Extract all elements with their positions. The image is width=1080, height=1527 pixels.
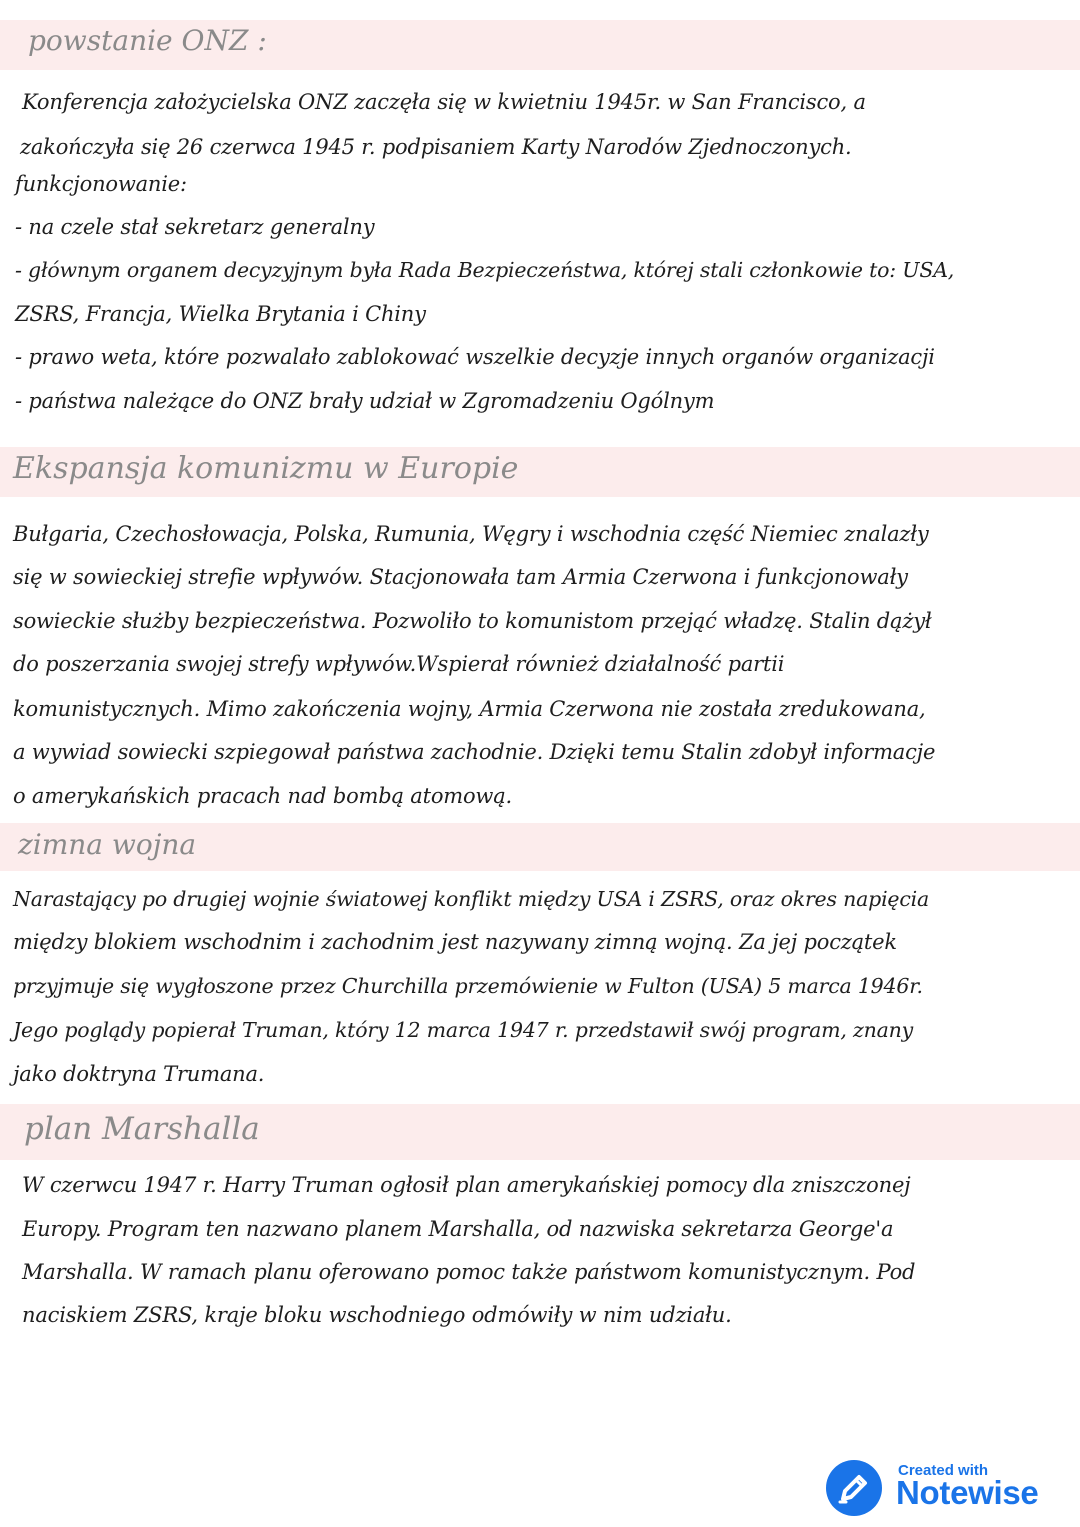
section-heading-zimna-wojna: zimna wojna bbox=[18, 828, 197, 861]
notewise-logo bbox=[826, 1458, 1060, 1518]
pencil-icon bbox=[826, 1460, 882, 1516]
body-line: przyjmuje się wygłoszone przez Churchilla przemówienie w Fulton (USA) 5 marca 1946r. bbox=[13, 974, 923, 998]
body-line: Narastający po drugiej wojnie światowej konflikt między USA i ZSRS, oraz okres napięcia bbox=[13, 887, 930, 911]
body-line: o amerykańskich pracach nad bombą atomową. bbox=[13, 784, 513, 808]
section-heading-ekspansja: Ekspansja komunizmu w Europie bbox=[13, 451, 519, 486]
body-line: funkcjonowanie: bbox=[15, 172, 187, 196]
notewise-wordmark: Notewise bbox=[896, 1474, 1039, 1511]
body-line: sowieckie służby bezpieczeństwa. Pozwoliło to komunistom przejąć władzę. Stalin dążył bbox=[13, 609, 932, 633]
body-line: Konferencja założycielska ONZ zaczęła się w kwietniu 1945r. w San Francisco, a bbox=[22, 90, 866, 114]
body-line: się w sowieckiej strefie wpływów. Stacjonowała tam Armia Czerwona i funkcjonowały bbox=[13, 565, 908, 589]
body-line: Europy. Program ten nazwano planem Marshalla, od nazwiska sekretarza George'a bbox=[22, 1217, 894, 1241]
body-line: Marshalla. W ramach planu oferowano pomoc także państwom komunistycznym. Pod bbox=[22, 1260, 916, 1284]
body-line: między blokiem wschodnim i zachodnim jest nazywany zimną wojną. Za jej początek bbox=[13, 930, 897, 954]
body-line: - prawo weta, które pozwalało zablokować wszelkie decyzje innych organów organizacji bbox=[15, 345, 935, 369]
body-line: - na czele stał sekretarz generalny bbox=[15, 215, 375, 239]
body-line: komunistycznych. Mimo zakończenia wojny, Armia Czerwona nie została zredukowana, bbox=[13, 697, 926, 721]
body-line: - głównym organem decyzyjnym była Rada Bezpieczeństwa, której stali członkowie to: USA, bbox=[15, 258, 955, 282]
created-with-label: Created with bbox=[898, 1462, 989, 1479]
section-heading-marshall: plan Marshalla bbox=[24, 1111, 260, 1147]
body-line: zakończyła się 26 czerwca 1945 r. podpisaniem Karty Narodów Zjednoczonych. bbox=[20, 135, 852, 159]
body-line: W czerwcu 1947 r. Harry Truman ogłosił plan amerykańskiej pomocy dla zniszczonej bbox=[22, 1173, 911, 1197]
body-line: naciskiem ZSRS, kraje bloku wschodniego odmówiły w nim udziału. bbox=[22, 1303, 732, 1327]
body-line: ZSRS, Francja, Wielka Brytania i Chiny bbox=[15, 302, 426, 326]
body-line: a wywiad sowiecki szpiegował państwa zachodnie. Dzięki temu Stalin zdobył informacje bbox=[13, 740, 936, 764]
section-heading-onz: powstanie ONZ : bbox=[28, 24, 267, 57]
body-line: - państwa należące do ONZ brały udział w Zgromadzeniu Ogólnym bbox=[15, 389, 715, 413]
body-line: Jego poglądy popierał Truman, który 12 marca 1947 r. przedstawił swój program, znany bbox=[13, 1018, 913, 1042]
body-line: jako doktryna Trumana. bbox=[13, 1062, 265, 1086]
body-line: do poszerzania swojej strefy wpływów.Wspierał również działalność partii bbox=[13, 652, 785, 676]
body-line: Bułgaria, Czechosłowacja, Polska, Rumunia, Węgry i wschodnia część Niemiec znalazły bbox=[13, 522, 929, 546]
